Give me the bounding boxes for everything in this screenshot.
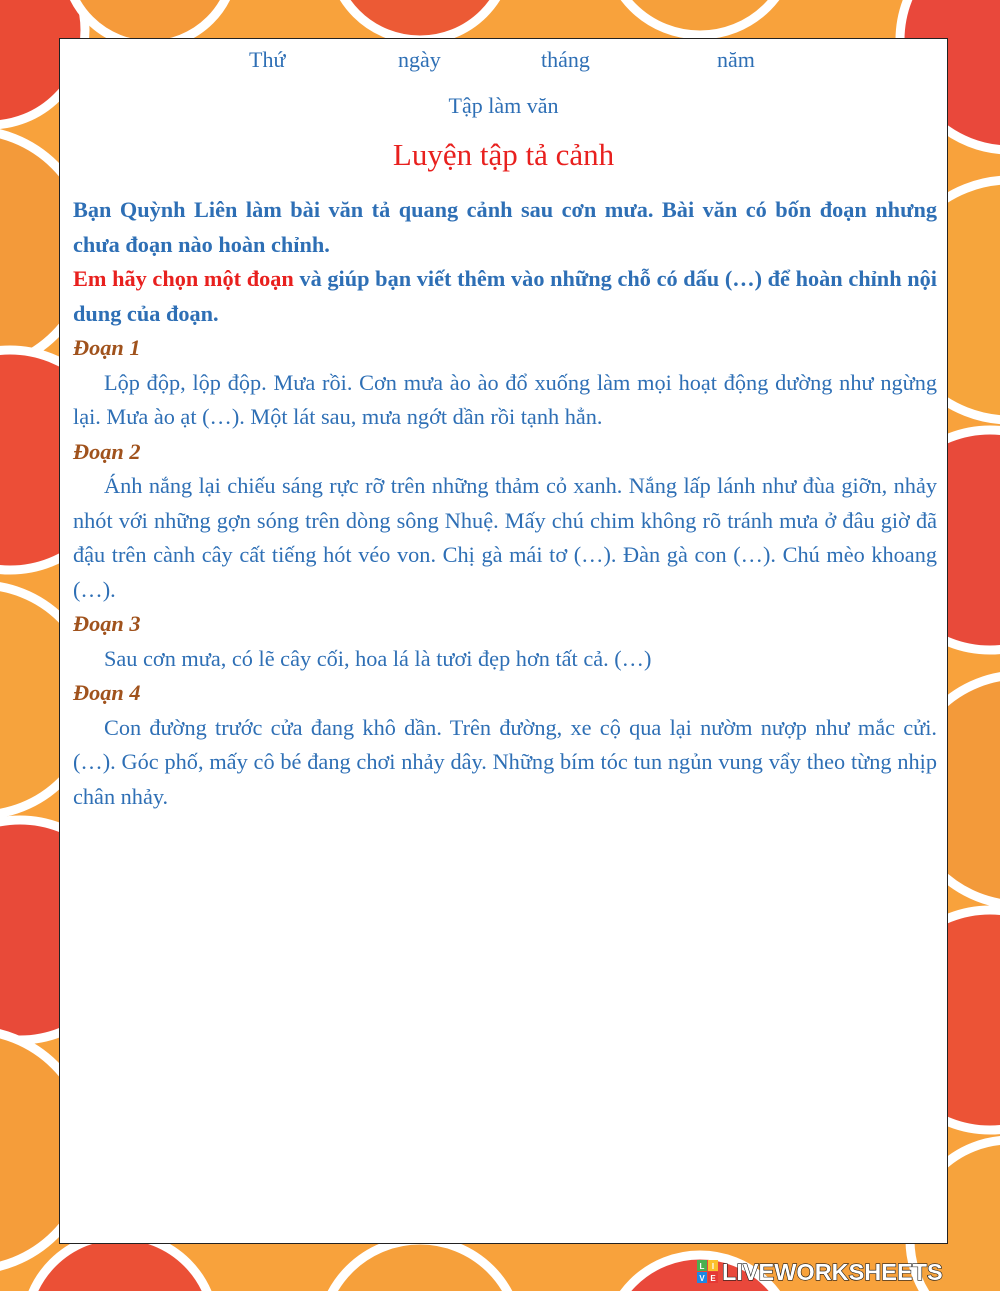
month-label: tháng: [541, 47, 590, 72]
date-line: [60, 47, 947, 77]
svg-text:I: I: [711, 1262, 715, 1271]
section-label-2: Đoạn 2: [73, 438, 141, 464]
section-label-3: Đoạn 3: [73, 611, 141, 636]
section-text-2: Ánh nắng lại chiếu sáng rực rỡ trên những thảm cỏ xanh. Nắng lấp lánh như đùa giỡn, nhảy nhót với những gợn sóng trên dòng sông Nhuệ. Mấy chú chim không rõ tránh mưa ở đâu giờ đã đậu trên cành cây cất tiếng hót véo von. Chị gà mái tơ (…). Đàn gà con (…). Chú mèo khoang (…).: [73, 473, 937, 602]
instruction-highlight: Em hãy chọn một đoạn: [73, 266, 294, 291]
instruction-text: [73, 262, 937, 331]
liveworksheets-logo-icon: [697, 1260, 719, 1284]
section-label-1: Đoạn 1: [73, 335, 141, 360]
page-title: Luyện tập tả cảnh: [392, 137, 615, 172]
section-text-3: Sau cơn mưa, có lẽ cây cối, hoa lá là tươi đẹp hơn tất cả. (…): [104, 645, 652, 671]
worksheet-content: [73, 193, 937, 814]
section-text-4: Con đường trước cửa đang khô dần. Trên đường, xe cộ qua lại nườm nượp như mắc cửi. (…). Góc phố, mấy cô bé đang chơi nhảy dây. Những bím tóc tun ngủn vung vẩy theo từng nhịp chân nhảy.: [73, 714, 937, 809]
instruction-rest: và giúp bạn viết thêm vào những chỗ có dấu (…) để hoàn chỉnh nội dung của đoạn.: [73, 266, 937, 326]
intro-text: Bạn Quỳnh Liên làm bài văn tả quang cảnh sau cơn mưa. Bài văn có bốn đoạn nhưng chưa đoạn nào hoàn chỉnh.: [73, 197, 937, 257]
day-label: ngày: [398, 47, 441, 72]
section-label-4: Đoạn 4: [73, 680, 141, 705]
svg-text:V: V: [699, 1274, 705, 1283]
subject-heading: Tập làm văn: [448, 93, 559, 118]
worksheet-page: [59, 38, 948, 1244]
year-label: năm: [717, 47, 755, 72]
logo-text: LIVEWORKSHEETS: [722, 1258, 943, 1285]
liveworksheets-logo[interactable]: [697, 1257, 943, 1287]
svg-text:L: L: [699, 1262, 705, 1271]
day-of-week-label: Thứ: [249, 47, 286, 72]
svg-text:E: E: [710, 1274, 716, 1283]
section-text-1: Lộp độp, lộp độp. Mưa rồi. Cơn mưa ào ào đổ xuống làm mọi hoạt động dường như ngừng lại. Mưa ào ạt (…). Một lát sau, mưa ngớt dần rồi tạnh hẳn.: [73, 369, 937, 429]
